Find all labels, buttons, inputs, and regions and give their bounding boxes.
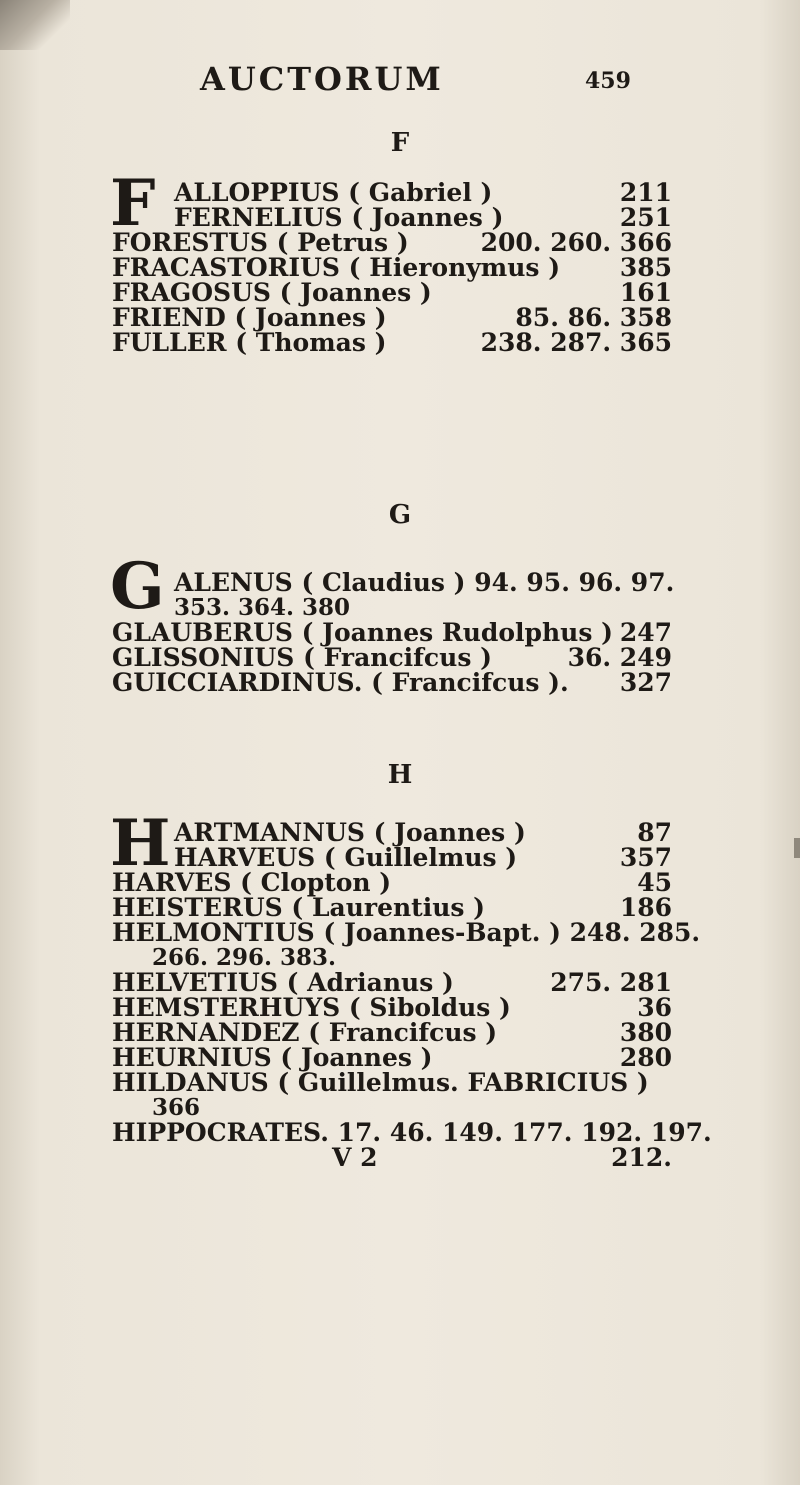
index-entry: ALLOPPIUS ( Gabriel ) 211	[174, 178, 672, 207]
section-letter-g: G	[388, 500, 412, 530]
index-entry: HARVEUS ( Guillelmus ) 357	[174, 843, 672, 872]
page-corner-shadow	[0, 0, 70, 50]
section-letter-f: F	[390, 128, 410, 158]
section-h-entries	[112, 818, 712, 1175]
index-entry: HELMONTIUS ( Joannes-Bapt. ) 248. 285.	[112, 918, 701, 947]
index-entry: GLAUBERUS ( Joannes Rudolphus ) 247	[112, 618, 672, 647]
section-f-entries	[112, 180, 672, 355]
index-entry-continuation: 266. 296. 383.	[152, 944, 337, 971]
section-letter-h: H	[387, 760, 413, 790]
running-head	[0, 60, 800, 100]
index-entry: HEURNIUS ( Joannes ) 280	[112, 1043, 672, 1072]
index-entry: FRIEND ( Joannes ) 85. 86. 358	[112, 303, 672, 332]
index-entry: HELVETIUS ( Adrianus ) 275. 281	[112, 968, 672, 997]
index-entry: HILDANUS ( Guillelmus. FABRICIUS )	[112, 1068, 649, 1097]
index-entry: GLISSONIUS ( Francifcus ) 36. 249	[112, 643, 672, 672]
index-entry: HEMSTERHUYS ( Siboldus ) 36	[112, 993, 672, 1022]
index-entry: HERNANDEZ ( Francifcus ) 380	[112, 1018, 672, 1047]
index-entry: GUICCIARDINUS. ( Francifcus ). 327	[112, 668, 672, 697]
index-entry: HARVES ( Clopton ) 45	[112, 868, 672, 897]
index-entry: ALENUS ( Claudius ) 94. 95. 96. 97.	[174, 568, 675, 597]
index-entry-continuation: 366	[152, 1094, 201, 1121]
page-number: 459	[585, 68, 631, 94]
drop-initial-g: G	[110, 549, 165, 624]
section-g-entries	[112, 568, 675, 697]
index-entry: FORESTUS ( Petrus ) 200. 260. 366	[112, 228, 672, 257]
index-entry-continuation: 353. 364. 380	[174, 594, 351, 621]
index-entry: FULLER ( Thomas ) 238. 287. 365	[112, 328, 672, 357]
index-entry-continuation	[112, 1145, 672, 1175]
index-entry: ARTMANNUS ( Joannes ) 87	[174, 818, 672, 847]
index-entry: FERNELIUS ( Joannes ) 251	[174, 203, 672, 232]
running-head-title: AUCTORUM	[200, 60, 444, 98]
drop-initial-h: H	[110, 806, 171, 881]
drop-initial-f: F	[110, 166, 156, 241]
index-entry: HEISTERUS ( Laurentius ) 186	[112, 893, 672, 922]
index-entry: FRAGOSUS ( Joannes ) 161	[112, 278, 672, 307]
index-entry: FRACASTORIUS ( Hieronymus ) 385	[112, 253, 672, 282]
index-entry: HIPPOCRATES. 17. 46. 149. 177. 192. 197.	[112, 1118, 712, 1147]
page-edge-mark	[794, 838, 800, 858]
signature-mark: V 2	[332, 1143, 378, 1172]
signature-folio: 212.	[611, 1143, 672, 1172]
